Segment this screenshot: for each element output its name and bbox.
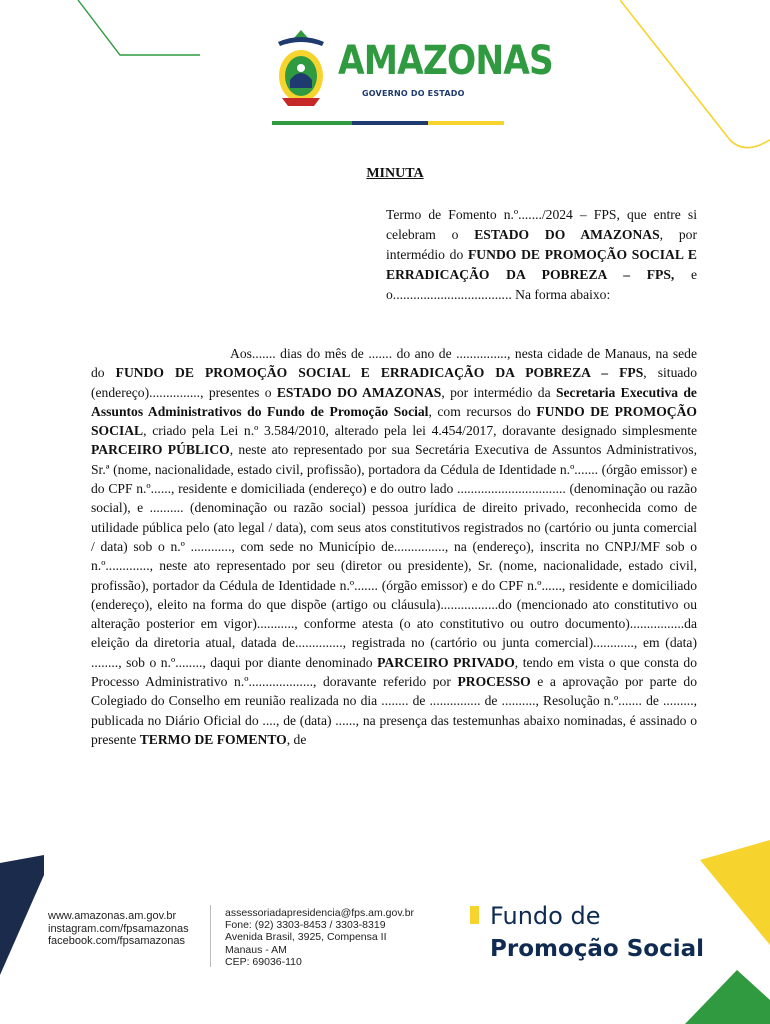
brand-subtitle: GOVERNO DO ESTADO [362,89,465,98]
body-text [91,346,697,747]
document-summary [386,205,697,305]
bottom-left-navy-shape [0,855,50,1024]
footer-address-line: Fone: (92) 3303-8453 / 3303-8319 [225,919,386,932]
bottom-right-green-shape [675,960,770,1024]
fps-logo-line1: Fundo de [490,902,601,930]
body-run: FUNDO DE PROMOÇÃO SOCIAL [91,403,697,439]
body-run: , tendo em vista o que consta do Processo Administrativo n.º..................., doravante referido por [91,654,697,690]
summary-run: FUNDO DE PROMOÇÃO SOCIAL E ERRADICAÇÃO DA POBREZA – FPS, [386,247,697,282]
document-body [91,344,697,749]
body-run: , de [286,731,307,747]
body-run: FUNDO DE PROMOÇÃO SOCIAL E ERRADICAÇÃO DA POBREZA – FPS [115,365,644,381]
fps-logo-mark-icon [470,906,479,924]
amazonas-coat-of-arms-icon [268,28,334,108]
fps-logo-line2: Promoção Social [490,936,705,962]
summary-run: e o................................... Na forma abaixo: [386,267,697,302]
body-run: , criado pela Lei n.º 3.584/2010, alterado pela lei 4.454/2017, doravante designado simplesmente [143,423,697,439]
top-right-corner-outline [620,0,770,160]
footer-divider [210,905,211,967]
summary-run: ESTADO DO AMAZONAS [474,227,660,242]
body-run: Secretaria Executiva de Assuntos Administrativos do Fundo de Promoção Social [91,384,697,419]
header-stripe-yellow [428,121,504,125]
footer-contact-line: www.amazonas.am.gov.br [48,910,177,922]
footer-address-line: Manaus - AM [225,943,287,956]
footer-contacts [48,910,189,948]
footer-address-line: assessoriadapresidencia@fps.am.gov.br [225,907,415,919]
body-run: TERMO DE FOMENTO [139,731,287,747]
body-run: PARCEIRO PRIVADO [377,654,515,670]
body-run: , neste ato representado por sua Secretária Executiva de Assuntos Administrativos, Sr.ª (nome, nacionalidade, estado civil, profissão), portadora da Cédula de Identidade n.º....... (órgão emissor) e do CPF n.º......, residente e domiciliada (endereço) e do outro lado ................................ (denominação ou razão social), e .......... (denominação ou razão social) pessoa jurídica de direito privado, reconhecida como de utilidade pública pelo (ato legal / data), com seus atos constitutivos registrados no (cartório ou junta comercial / data) sob o n.º ............, com sede no Município de..............., na (endereço), inscrita no CNPJ/MF sob o n.º............., neste ato representado por seu (diretor ou presidente), Sr. (nome, nacionalidade, estado civil, profissão), portador da Cédula de Identidade n.º....... (órgão emissor) e do CPF n.º......, residente e domiciliado (endereço), eleito na forma do que dispõe (artigo ou cláusula).................do (mencionado ato constitutivo ou alteração posterior em vigor)..........., conforme atesta (o ato constitutivo ou outro documento)................da eleição da diretoria atual, datada de.............., registrada no (cartório ou junta comercial)............, em (data) ........, sob o n.º........, daqui por diante denominado [91,442,697,670]
body-run: PARCEIRO PÚBLICO [91,442,230,458]
body-run: , situado (endereço)..............., presentes o [91,365,697,400]
document-title: MINUTA [366,166,424,181]
body-run: ESTADO DO AMAZONAS [276,384,442,400]
top-left-corner-outline [0,0,200,60]
footer-address-line: CEP: 69036-110 [225,955,302,968]
body-run: , por intermédio da [441,384,556,400]
summary-run: , por intermédio do [386,227,697,262]
header-stripe-green [272,121,352,125]
brand-name: AMAZONAS [338,38,553,84]
footer-contact-line: facebook.com/fpsamazonas [48,935,185,947]
summary-run: Termo de Fomento n.º......./2024 – FPS, que entre si celebram o [386,207,697,242]
body-run: Aos....... dias do mês de ....... do ano de ..............., nesta cidade de Manaus, na sede do [91,346,697,381]
header-stripe-blue [352,121,428,125]
footer-address-line: Avenida Brasil, 3925, Compensa II [225,931,387,944]
body-run: e a aprovação por parte do Colegiado do Conselho em reunião realizada no dia ........ de ............... de .........., Resolução n.º....... de ........., publicada no Diário Oficial do ...., de (data) ......, na presença das testemunhas abaixo nominadas, é assinado o presente [91,674,697,747]
body-run: , com recursos do [428,403,537,419]
body-run: PROCESSO [457,674,531,690]
footer-contact-line: instagram.com/fpsamazonas [48,922,189,935]
footer-address [225,907,414,968]
body-indent [91,346,230,361]
